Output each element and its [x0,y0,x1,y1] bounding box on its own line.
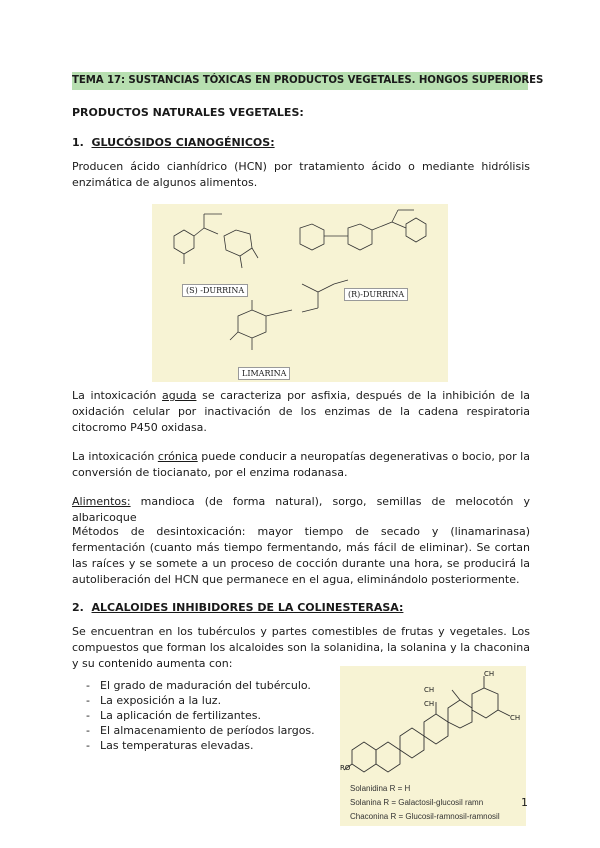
page-number: 1 [521,796,528,809]
paragraph-detox-methods: Métodos de desintoxicación: mayor tiempo de secado y (linamarinasa) fermentación (cuanto más tiempo fermentando, más fácil de eliminar). Se cortan las raíces y se somete a un proceso de cocción durante una hora, se producirá la autoliberación del HCN que permanece en el agua, eliminándolo posteriormente. [72,525,530,586]
list-item: - El grado de maduración del tubérculo. [86,678,315,693]
paragraph-foods: Alimentos: mandioca (de forma natural), sorgo, semillas de melocotón y albaricoque [72,495,530,524]
page-title: TEMA 17: SUSTANCIAS TÓXICAS EN PRODUCTOS VEGETALES. HONGOS SUPERIORES [72,72,528,90]
caption-chaconina: Chaconina R = Glucosil-ramnosil-ramnosil [350,812,500,821]
list-item: - La aplicación de fertilizantes. [86,708,315,723]
cyanogenic-glycosides-figure [152,204,448,382]
figure-label-s-durrina: (S) -DURRINA [182,284,248,297]
caption-solanina: Solanina R = Galactosil-glucosil ramn [350,798,484,807]
paragraph-alkaloids-intro: Se encuentran en los tubérculos y partes comestibles de frutas y vegetales. Los compuestos que forman los alcaloides son la solanidina, la solanina y la chaconina y su contenido aumenta con: [72,625,530,670]
paragraph-intro: Producen ácido cianhídrico (HCN) por tratamiento ácido o mediante hidrólisis enzimática de algunos alimentos. [72,160,530,189]
paragraph-chronic: La intoxicación crónica puede conducir a neuropatías degenerativas o bocio, por la conversión de tiocianato, por el enzima rodanasa. [72,450,530,479]
figure-label-limarina: LIMARINA [238,367,290,380]
atom-label: CH [424,700,435,708]
section-1-heading: 1. GLUCÓSIDOS CIANOGÉNICOS: [72,136,275,149]
factors-list [86,678,315,753]
section-heading: PRODUCTOS NATURALES VEGETALES: [72,106,304,119]
atom-label: CH [424,686,435,694]
figure-label-r-durrina: (R)-DURRINA [344,288,408,301]
section-2-heading: 2. ALCALOIDES INHIBIDORES DE LA COLINESTERASA: [72,601,404,614]
atom-label: RO [340,764,351,772]
solanidine-structure-drawing [340,666,526,781]
paragraph-acute: La intoxicación aguda se caracteriza por asfixia, después de la inhibición de la oxidación celular por inactivación de los enzimas de la cadena respiratoria citocromo P450 oxidasa. [72,389,530,434]
atom-label: CH [484,670,495,678]
atom-label: CH [510,714,521,722]
caption-solanidina: Solanidina R = H [350,784,411,793]
list-item: - El almacenamiento de períodos largos. [86,723,315,738]
list-item: - Las temperaturas elevadas. [86,738,315,753]
list-item: - La exposición a la luz. [86,693,315,708]
